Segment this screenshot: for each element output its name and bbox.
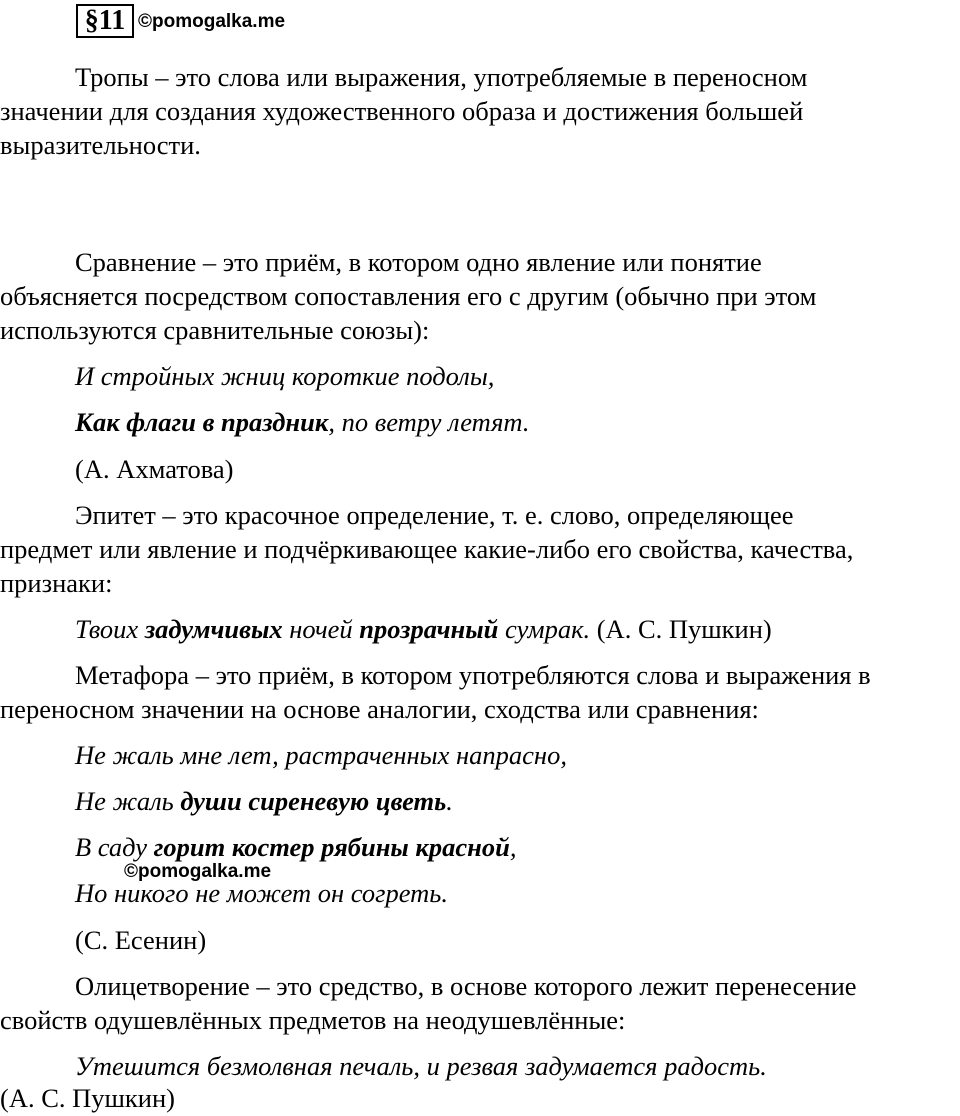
comparison-example-2: Как флаги в праздник, по ветру летят. (75, 407, 530, 437)
metaphor-example-1: Не жаль мне лет, растраченных напрасно, (75, 740, 567, 770)
comparison-author: (А. Ахматова) (75, 454, 234, 484)
section-number: §11 (76, 4, 134, 38)
tropes-line-3: выразительности. (0, 130, 201, 160)
metaphor-example-2: Не жаль души сиреневую цветь. (75, 786, 453, 816)
comparison-line-3: используются сравнительные союзы): (0, 315, 430, 345)
comparison-line-2: объясняется посредством сопоставления его с другим (обычно при этом (0, 281, 817, 311)
metaphor-author: (С. Есенин) (75, 925, 207, 955)
tropes-line-2: значении для создания художественного образа и достижения большей (0, 96, 804, 126)
comparison-example-1: И стройных жниц короткие подолы, (75, 361, 495, 391)
epithet-line-1: Эпитет – это красочное определение, т. е. слово, определяющее (75, 500, 794, 530)
comparison-line-1: Сравнение – это приём, в котором одно явление или понятие (75, 247, 762, 277)
personification-example: Утешится безмолвная печаль, и резвая задумается радость. (75, 1051, 767, 1081)
personification-line-2: свойств одушевлённых предметов на неодушевлённые: (0, 1005, 626, 1035)
metaphor-line-1: Метафора – это приём, в котором употребляются слова и выражения в (75, 660, 871, 690)
epithet-example: Твоих задумчивых ночей прозрачный сумрак. (А. С. Пушкин) (75, 614, 772, 644)
tropes-line-1: Тропы – это слова или выражения, употребляемые в переносном (75, 62, 808, 92)
personification-line-1: Олицетворение – это средство, в основе которого лежит перенесение (75, 971, 857, 1001)
metaphor-line-2: переносном значении на основе аналогии, сходства или сравнения: (0, 694, 759, 724)
watermark-top: ©pomogalka.me (138, 11, 286, 32)
personification-author: (А. С. Пушкин) (0, 1083, 175, 1113)
epithet-line-3: признаки: (0, 568, 113, 598)
epithet-line-2: предмет или явление и подчёркивающее какие-либо его свойства, качества, (0, 534, 854, 564)
metaphor-example-4: Но никого не может он согреть. (75, 878, 448, 908)
metaphor-example-3: В саду горит костер рябины красной, (75, 832, 517, 862)
watermark-middle: ©pomogalka.me (124, 861, 272, 882)
